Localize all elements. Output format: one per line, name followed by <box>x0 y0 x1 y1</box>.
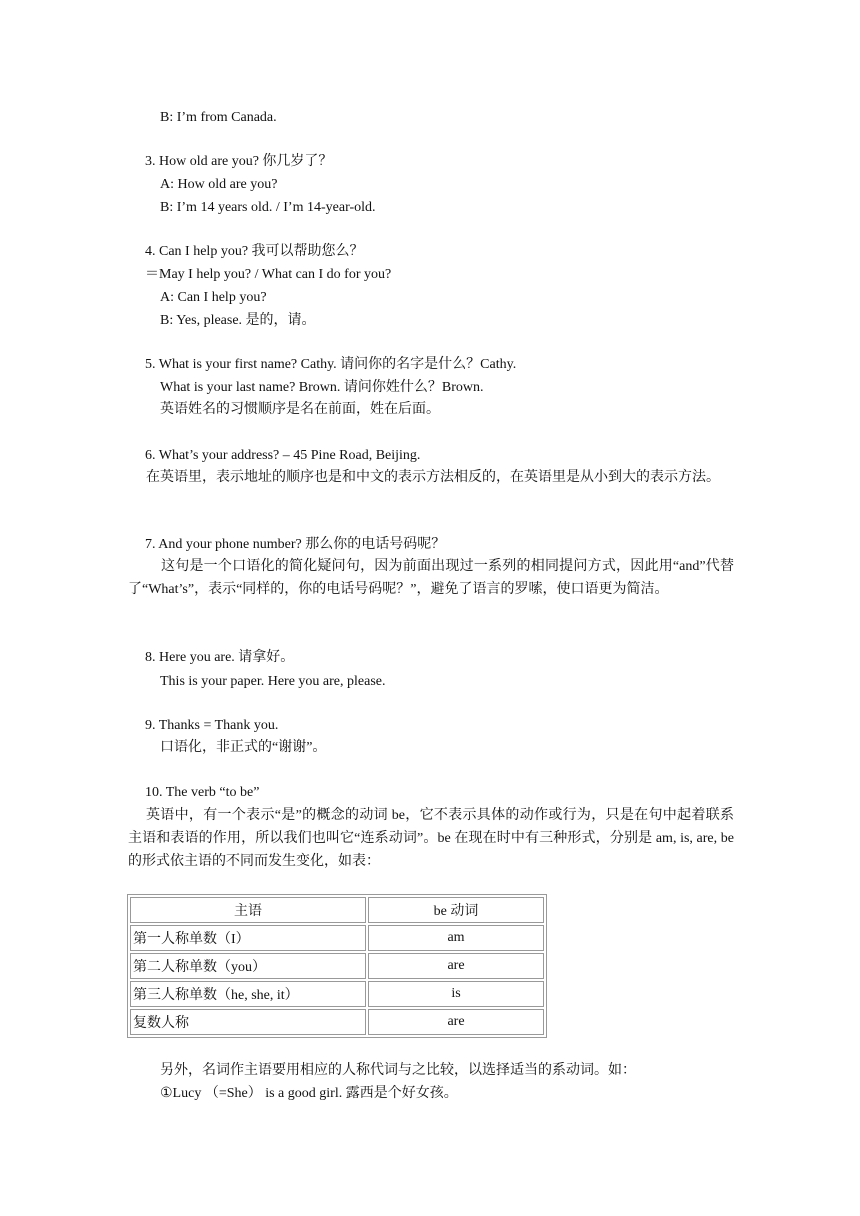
item-heading: 8. Here you are. 请拿好。 <box>145 650 295 665</box>
item-heading: 4. Can I help you? 我可以帮助您么？ <box>145 244 364 259</box>
text-line: A: How old are you? <box>160 177 278 192</box>
be-verb-table <box>127 894 547 1038</box>
text-line: 口语化，非正式的“谢谢”。 <box>160 740 327 755</box>
table-cell: is <box>368 981 544 1007</box>
text-line: A: Can I help you? <box>160 290 267 305</box>
table-row <box>130 925 544 951</box>
table-row <box>130 1009 544 1035</box>
text-line: ①Lucy （=She） is a good girl. 露西是个好女孩。 <box>160 1086 458 1101</box>
table-cell: are <box>368 953 544 979</box>
table-cell: are <box>368 1009 544 1035</box>
item-heading: 3. How old are you? 你几岁了？ <box>145 154 333 169</box>
table-header-row <box>130 897 544 923</box>
table-header: be 动词 <box>368 897 544 923</box>
table-cell: 第二人称单数（you） <box>130 953 366 979</box>
table-cell: am <box>368 925 544 951</box>
text-line: What is your last name? Brown. 请问你姓什么？Brown. <box>160 380 484 395</box>
paragraph: 英语中，有一个表示“是”的概念的动词 be，它不表示具体的动作或行为，只是在句中起着联系主语和表语的作用，所以我们也叫它“连系动词”。be 在现在时中有三种形式，分别是 am, is, are, be 的形式依主语的不同而发生变化，如表： <box>128 808 734 869</box>
item-heading: 6. What’s your address? – 45 Pine Road, Beijing. <box>145 448 421 463</box>
text-line: ＝May I help you? / What can I do for you? <box>145 267 392 282</box>
text-line: B: Yes, please. 是的，请。 <box>160 313 316 328</box>
text-line: This is your paper. Here you are, please. <box>160 674 386 689</box>
paragraph: 在英语里，表示地址的顺序也是和中文的表示方法相反的，在英语里是从小到大的表示方法。 <box>146 470 720 485</box>
table-header: 主语 <box>130 897 366 923</box>
paragraph: 这句是一个口语化的简化疑问句，因为前面出现过一系列的相同提问方式，因此用“and”代替了“What’s”，表示“同样的，你的电话号码呢？”，避免了语言的罗嗦，使口语更为简洁。 <box>128 559 734 597</box>
table-cell: 第一人称单数（I） <box>130 925 366 951</box>
item-heading: 7. And your phone number? 那么你的电话号码呢？ <box>145 537 446 552</box>
table-cell: 第三人称单数（he, she, it） <box>130 981 366 1007</box>
item-heading: 5. What is your first name? Cathy. 请问你的名字是什么？Cathy. <box>145 357 517 372</box>
table-row <box>130 981 544 1007</box>
table-row <box>130 953 544 979</box>
item-heading: 9. Thanks = Thank you. <box>145 718 279 733</box>
text-line: 英语姓名的习惯顺序是名在前面，姓在后面。 <box>160 402 440 417</box>
text-line: 另外，名词作主语要用相应的人称代词与之比较，以选择适当的系动词。如： <box>160 1063 636 1078</box>
text-line: B: I’m from Canada. <box>160 110 277 125</box>
table-cell: 复数人称 <box>130 1009 366 1035</box>
item-heading: 10. The verb “to be” <box>145 785 260 800</box>
text-line: B: I’m 14 years old. / I’m 14-year-old. <box>160 200 376 215</box>
